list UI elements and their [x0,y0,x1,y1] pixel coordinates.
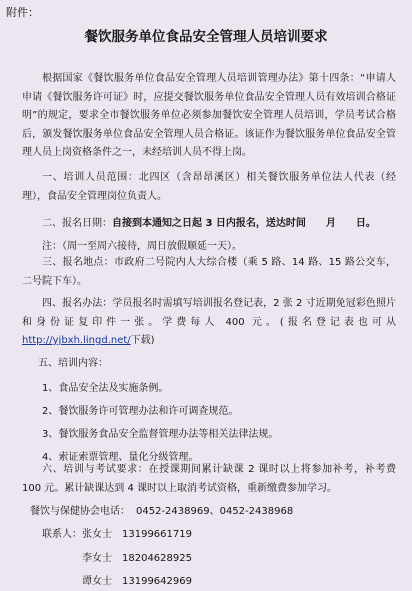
section-4-text: 四、报名办法：学员报名时需填写培训报名登记表，2 张 2 寸近期免冠彩色照片和身份证复印件一张。学费每人 400 元。(报名登记表也可从 [22,298,396,328]
association-phone-line [30,502,293,517]
annex-label: 附件： [6,6,39,19]
section-4-method [22,295,396,351]
contact-phone: 13199642969 [122,576,192,587]
contact-name: 张女士 [82,529,112,540]
section-2-registration-date [42,214,376,229]
training-item: 3、餐饮服务食品安全监督管理办法等相关法律法规。 [42,429,279,440]
contact-phone: 18204628925 [122,553,192,564]
section-1-scope: 一、培训人员范围：北四区（含昂昂溪区）相关餐饮服务单位法人代表（经理），食品安全管理岗位负责人。 [22,172,396,202]
section-2-deadline: 自接到本通知之日起 3 日内报名，送达时间 月 日。 [112,218,376,229]
contacts-label: 联系人： [42,529,82,540]
contact-phone: 13199661719 [122,529,192,540]
section-2-note: 注：（周一至周六接待，周日放假顺延一天）。 [42,241,242,252]
training-item: 4、索证索票管理、量化分级管理。 [42,452,199,463]
section-3-location: 三、报名地点：市政府二号院内人大综合楼（乘 5 路、14 路、15 路公交车，二号院下车）。 [22,257,396,287]
document-title: 餐饮服务单位食品安全管理人员培训要求 [84,29,328,45]
section-6-requirements: 六、培训与考试要求：在授课期间累计缺课 2 课时以上将参加补考，补考费 100 元。累计缺课达到 4 课时以上取消考试资格，重新缴费参加学习。 [22,464,396,494]
contact-row [82,572,192,587]
section-2-prefix: 二、报名日期： [42,218,112,229]
contact-name: 李女士 [82,553,112,564]
training-item: 2、餐饮服务许可管理办法和许可调查规范。 [42,406,239,417]
association-label: 餐饮与保健协会电话： [30,506,130,517]
contact-row [82,549,192,564]
intro-paragraph: 根据国家《餐饮服务单位食品安全管理人员培训管理办法》第十四条：“申请人申请《餐饮服务许可证》时，应提交餐饮服务单位食品安全管理人员有效培训合格证明”的规定，要求全市餐饮服务单位必须参加餐饮安全管理人员培训，学员考试合格后，颁发餐饮服务单位食品安全管理人员合格证。该证作为餐饮服务单位食品安全管理人员上岗资格条件之一，未经培训人员不得上岗。 [22,73,396,158]
training-item: 1、食品安全法及实施条例。 [42,383,169,394]
registration-form-link[interactable]: http://yjbxh.lingd.net/ [22,335,131,346]
association-phones: 0452-2438969、0452-2438968 [136,506,294,517]
section-5-heading: 五、培训内容： [38,358,108,369]
section-4-suffix: 下载) [130,335,155,346]
contact-name: 谭女士 [82,576,112,587]
contact-row [42,525,192,540]
